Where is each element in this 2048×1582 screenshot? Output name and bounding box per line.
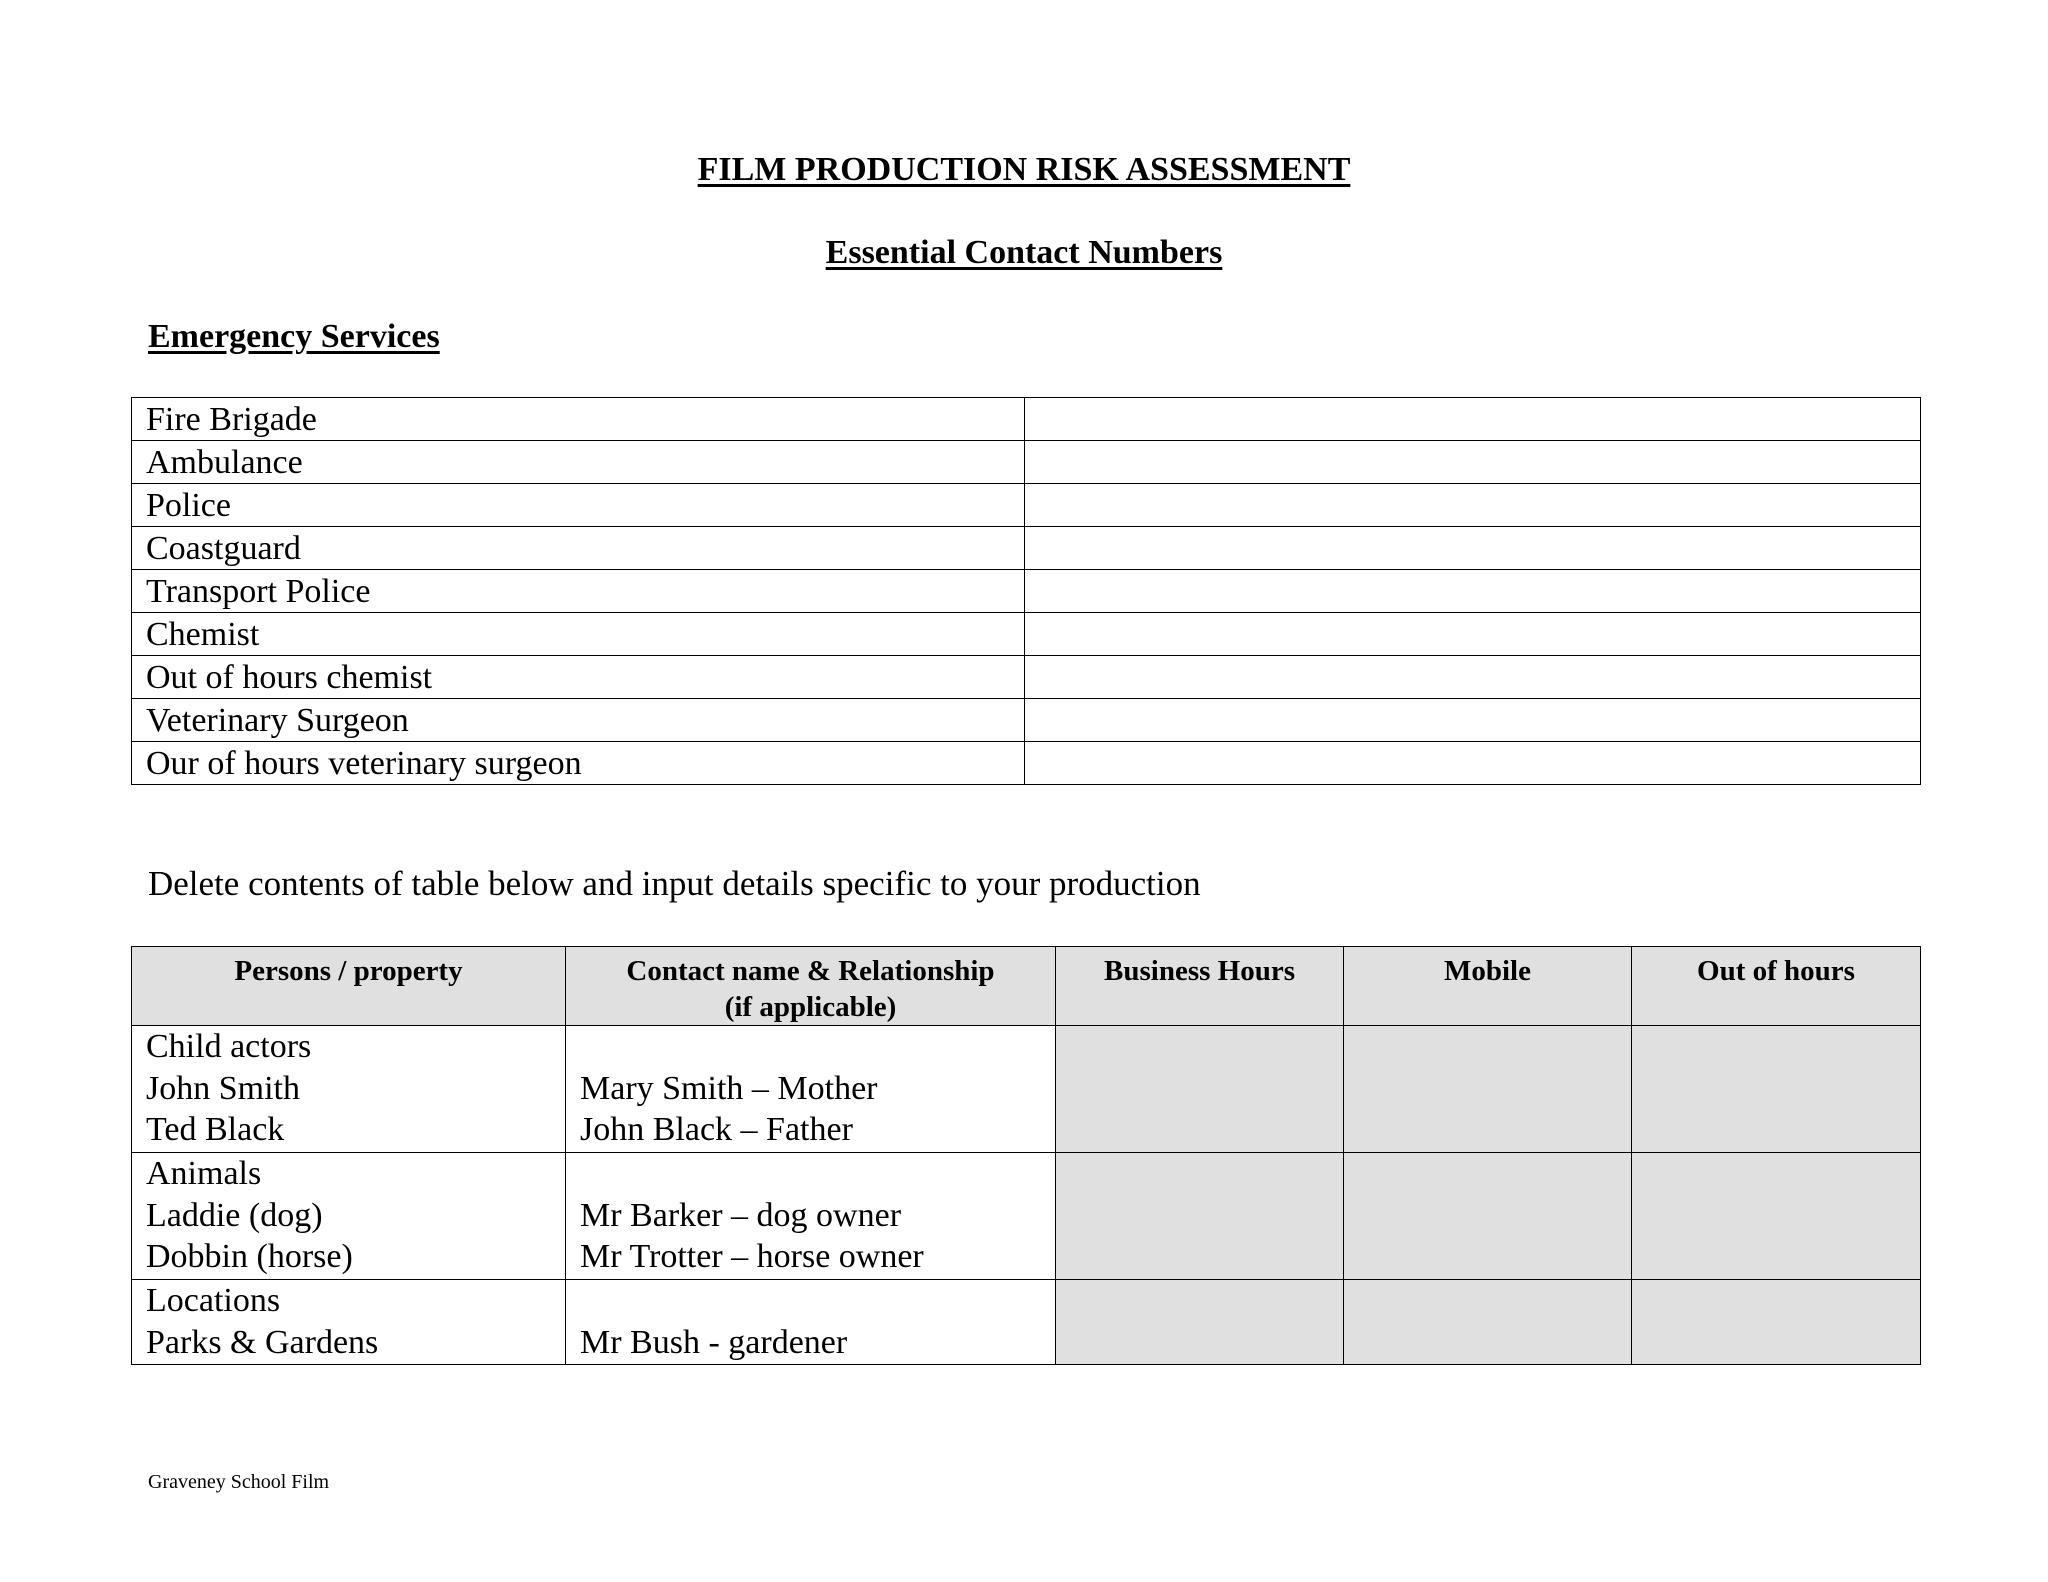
- contact-line: Mr Barker – dog owner: [580, 1196, 902, 1234]
- column-header-mobile: Mobile: [1344, 947, 1632, 1026]
- contact-line: Mr Trotter – horse owner: [580, 1238, 924, 1275]
- contact-line: Mary Smith – Mother: [580, 1069, 878, 1107]
- table-row: [132, 742, 1921, 785]
- service-label: Transport Police: [132, 570, 1025, 613]
- service-number[interactable]: [1025, 656, 1921, 699]
- table-row: [132, 1026, 1921, 1153]
- service-label: Veterinary Surgeon: [132, 699, 1025, 742]
- contact-line: Mr Bush - gardener: [580, 1323, 848, 1361]
- persons-line: Dobbin (horse): [146, 1238, 353, 1275]
- business-hours-cell[interactable]: [1056, 1153, 1344, 1280]
- table-row: [132, 1153, 1921, 1280]
- mobile-cell[interactable]: [1344, 1153, 1632, 1280]
- out-of-hours-cell[interactable]: [1632, 1026, 1921, 1153]
- mobile-cell[interactable]: [1344, 1026, 1632, 1153]
- contact-line: John Black – Father: [580, 1111, 853, 1148]
- persons-line: Child actors: [146, 1028, 312, 1065]
- persons-line: Locations: [146, 1282, 281, 1319]
- service-label: Fire Brigade: [132, 398, 1025, 441]
- production-contacts-table: [131, 946, 1921, 1365]
- table-header-row: [132, 947, 1921, 1026]
- persons-cell: [132, 1026, 566, 1153]
- table-row: [132, 484, 1921, 527]
- service-number[interactable]: [1025, 398, 1921, 441]
- contact-cell: [566, 1153, 1056, 1280]
- persons-line: Parks & Gardens: [146, 1323, 379, 1361]
- page-subtitle: Essential Contact Numbers: [825, 234, 1223, 271]
- persons-line: Laddie (dog): [146, 1196, 323, 1234]
- service-number[interactable]: [1025, 441, 1921, 484]
- service-number[interactable]: [1025, 699, 1921, 742]
- business-hours-cell[interactable]: [1056, 1280, 1344, 1365]
- out-of-hours-cell[interactable]: [1632, 1280, 1921, 1365]
- column-header-contact: [566, 947, 1056, 1026]
- table-row: [132, 398, 1921, 441]
- table-row: [132, 441, 1921, 484]
- business-hours-cell[interactable]: [1056, 1026, 1344, 1153]
- table-row: [132, 570, 1921, 613]
- service-number[interactable]: [1025, 613, 1921, 656]
- persons-cell: [132, 1153, 566, 1280]
- table-row: [132, 699, 1921, 742]
- contact-cell: [566, 1026, 1056, 1153]
- header-text: Persons / property: [234, 955, 463, 987]
- out-of-hours-cell[interactable]: [1632, 1153, 1921, 1280]
- contact-line: [580, 1153, 1055, 1195]
- header-text: Contact name & Relationship: [626, 955, 995, 987]
- contact-cell: [566, 1280, 1056, 1365]
- header-text: (if applicable): [724, 991, 897, 1023]
- table-row: [132, 613, 1921, 656]
- table-row: [132, 656, 1921, 699]
- persons-line: John Smith: [146, 1069, 300, 1107]
- service-label: Our of hours veterinary surgeon: [132, 742, 1025, 785]
- service-number[interactable]: [1025, 742, 1921, 785]
- footer-text: Graveney School Film: [148, 1471, 330, 1493]
- page-title: FILM PRODUCTION RISK ASSESSMENT: [697, 151, 1351, 188]
- mobile-cell[interactable]: [1344, 1280, 1632, 1365]
- service-number[interactable]: [1025, 570, 1921, 613]
- contact-line: [580, 1280, 1055, 1322]
- section-heading-emergency: Emergency Services: [148, 318, 440, 355]
- table-row: [132, 527, 1921, 570]
- column-header-business-hours: Business Hours: [1056, 947, 1344, 1026]
- service-label: Coastguard: [132, 527, 1025, 570]
- service-label: Out of hours chemist: [132, 656, 1025, 699]
- persons-line: Animals: [146, 1155, 262, 1192]
- column-header-persons: [132, 947, 566, 1026]
- service-number[interactable]: [1025, 527, 1921, 570]
- persons-line: Ted Black: [146, 1111, 285, 1148]
- contact-line: [580, 1026, 1055, 1068]
- instruction-text: Delete contents of table below and input details specific to your production: [148, 864, 1201, 903]
- service-number[interactable]: [1025, 484, 1921, 527]
- service-label: Ambulance: [132, 441, 1025, 484]
- table-row: [132, 1280, 1921, 1365]
- persons-cell: [132, 1280, 566, 1365]
- service-label: Police: [132, 484, 1025, 527]
- column-header-out-of-hours: Out of hours: [1632, 947, 1921, 1026]
- service-label: Chemist: [132, 613, 1025, 656]
- emergency-services-table: [131, 397, 1921, 785]
